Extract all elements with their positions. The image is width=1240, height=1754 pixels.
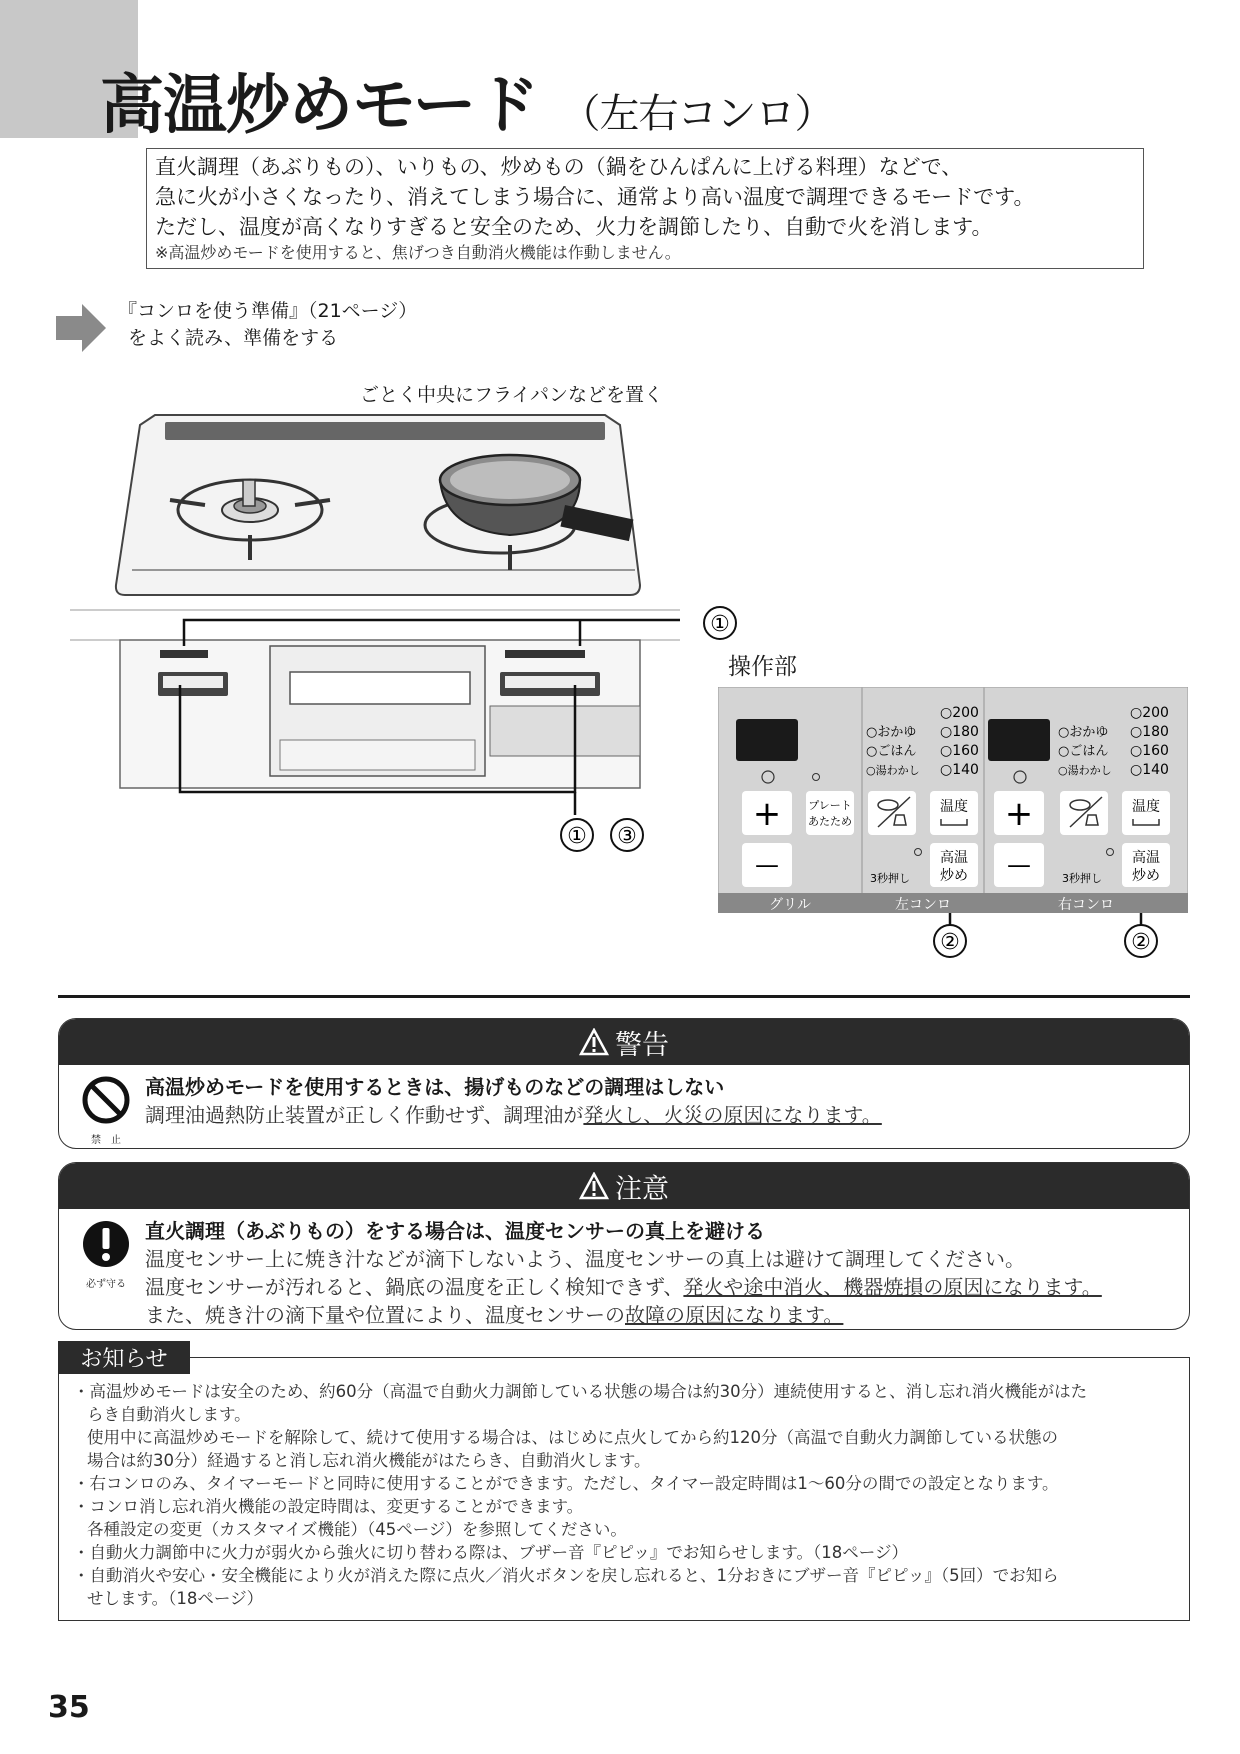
grill-minus-label: — xyxy=(755,851,779,879)
page-number: 35 xyxy=(48,1690,90,1725)
intro-line: ただし、温度が高くなりすぎると安全のため、火力を調節したり、自動で火を消します。 xyxy=(155,215,993,239)
panel-label: 操作部 xyxy=(728,654,797,680)
info-box xyxy=(58,1357,1190,1621)
right-temp-btn-label: 温度 xyxy=(1132,799,1160,815)
section-divider xyxy=(58,995,1190,998)
caution-triangle-icon xyxy=(579,1172,609,1200)
intro-line: 直火調理（あぶりもの）、いりもの、炒めもの（鍋をひんぱんに上げる料理）などで、 xyxy=(155,155,963,179)
right-hold-note: 3秒押し xyxy=(1062,872,1102,885)
section-grill: グリル xyxy=(769,897,811,913)
info-line: ・右コンロのみ、タイマーモードと同時に使用することができます。ただし、タイマー設定時間は1～60分の間での設定となります。 xyxy=(73,1474,1059,1493)
left-temp-160: ○160 xyxy=(940,743,979,759)
left-temp-200: ○200 xyxy=(940,705,979,721)
info-line: 場合は約30分）経過すると消し忘れ消火機能がはたらき、自動消火します。 xyxy=(87,1451,651,1470)
right-mode-yuwakashi: ○湯わかし xyxy=(1058,764,1112,777)
callout-top xyxy=(704,607,736,639)
right-plus-label: + xyxy=(1004,794,1034,834)
callout-top-text: ① xyxy=(710,612,730,637)
info-line: ・高温炒めモードは安全のため、約60分（高温で自動火力調節している状態の場合は約30分）連続使用すると、消し忘れ消火機能がはた xyxy=(73,1382,1088,1401)
right-display xyxy=(988,719,1050,761)
left-temp-180: ○180 xyxy=(940,724,979,740)
prohibited-caption: 禁 止 xyxy=(91,1135,121,1146)
caution-line-3: また、焼き汁の滴下量や位置により、温度センサーの故障の原因になります。 xyxy=(145,1303,844,1327)
callout-bottom-3 xyxy=(611,819,643,851)
right-high-btn-line1: 高温 xyxy=(1132,850,1160,866)
info-line: 各種設定の変更（カスタマイズ機能）（45ページ）を参照してください。 xyxy=(87,1520,627,1539)
warning-header xyxy=(59,1019,1189,1065)
step-line-1: 『コンロを使う準備』（21ページ） xyxy=(118,300,418,322)
warning-box xyxy=(58,1018,1190,1149)
info-line: ・コンロ消し忘れ消火機能の設定時間は、変更することができます。 xyxy=(73,1497,584,1516)
right-minus-label: — xyxy=(1007,851,1031,879)
info-header: お知らせ xyxy=(58,1341,190,1374)
left-high-btn-line2: 炒め xyxy=(940,868,968,884)
callout-left-2-text: ② xyxy=(940,930,960,955)
grill-display xyxy=(736,719,798,761)
plate-btn-line1: プレート xyxy=(808,799,852,812)
figure-caption: ごとく中央にフライパンなどを置く xyxy=(360,384,664,406)
intro-line: 急に火が小さくなったり、消えてしまう場合に、通常より高い温度で調理できるモードです。 xyxy=(155,185,1035,209)
callout-bottom-1-text: ① xyxy=(567,824,587,849)
caution-box xyxy=(58,1162,1190,1330)
section-right: 右コンロ xyxy=(1058,897,1114,913)
caution-line-2: 温度センサーが汚れると、鍋底の温度を正しく検知できず、発火や途中消火、機器焼損の原因になります。 xyxy=(145,1275,1102,1299)
caution-header xyxy=(59,1163,1189,1209)
left-temp-140: ○140 xyxy=(940,762,979,778)
left-hold-note: 3秒押し xyxy=(870,872,910,885)
warning-title: 警告 xyxy=(615,1029,669,1061)
caution-title: 注意 xyxy=(615,1173,669,1205)
control-panel xyxy=(718,687,1188,913)
section-left: 左コンロ xyxy=(895,897,951,913)
right-temp-200: ○200 xyxy=(1130,705,1169,721)
right-temp-160: ○160 xyxy=(1130,743,1169,759)
title-main: 高温炒めモード xyxy=(100,69,539,143)
warning-lead: 高温炒めモードを使用するときは、揚げものなどの調理はしない xyxy=(145,1075,725,1099)
right-temp-180: ○180 xyxy=(1130,724,1169,740)
title-sub: （左右コンロ） xyxy=(560,91,834,137)
info-line: ・自動消火や安心・安全機能により火が消えた際に点火／消火ボタンを戻し忘れると、1分おきにブザー音『ピピッ』（5回）でお知ら xyxy=(73,1566,1059,1585)
warning-body: 調理油過熱防止装置が正しく作動せず、調理油が発火し、火災の原因になります。 xyxy=(145,1103,882,1127)
prohibited-icon xyxy=(81,1075,131,1125)
callout-bottom-3-text: ③ xyxy=(617,824,637,849)
left-mode-gohan: ○ごはん xyxy=(866,744,917,759)
callout-right-2-text: ② xyxy=(1131,930,1151,955)
mandatory-caption: 必ず守る xyxy=(86,1279,126,1290)
caution-line-1: 温度センサー上に焼き汁などが滴下しないよう、温度センサーの真上は避けて調理してください。 xyxy=(145,1247,1025,1271)
info-line: せします。（18ページ） xyxy=(87,1589,264,1608)
intro-note: ※高温炒めモードを使用すると、焦げつき自動消火機能は作動しません。 xyxy=(155,243,681,262)
right-temp-140: ○140 xyxy=(1130,762,1169,778)
mandatory-icon xyxy=(81,1219,131,1269)
left-mode-yuwakashi: ○湯わかし xyxy=(866,764,920,777)
info-line: らき自動消火します。 xyxy=(87,1405,251,1424)
callout-bottom-1 xyxy=(561,819,593,851)
caution-lead: 直火調理（あぶりもの）をする場合は、温度センサーの真上を避ける xyxy=(145,1219,765,1243)
warning-triangle-icon xyxy=(579,1028,609,1056)
right-mode-gohan: ○ごはん xyxy=(1058,744,1109,759)
left-high-btn-line1: 高温 xyxy=(940,850,968,866)
grill-plus-label: + xyxy=(752,794,782,834)
plate-warm-button[interactable] xyxy=(806,791,854,835)
info-line: ・自動火力調節中に火力が弱火から強火に切り替わる際は、ブザー音『ピピッ』でお知らせします。（18ページ） xyxy=(73,1543,908,1562)
info-line: 使用中に高温炒めモードを解除して、続けて使用する場合は、はじめに点火してから約120分（高温で自動火力調節している状態の xyxy=(87,1428,1059,1447)
left-mode-okayu: ○おかゆ xyxy=(866,725,917,740)
right-mode-okayu: ○おかゆ xyxy=(1058,725,1109,740)
left-temp-btn-label: 温度 xyxy=(940,799,968,815)
step-line-2: をよく読み、準備をする xyxy=(128,327,339,349)
plate-btn-line2: あたため xyxy=(808,815,852,828)
right-high-btn-line2: 炒め xyxy=(1132,868,1160,884)
